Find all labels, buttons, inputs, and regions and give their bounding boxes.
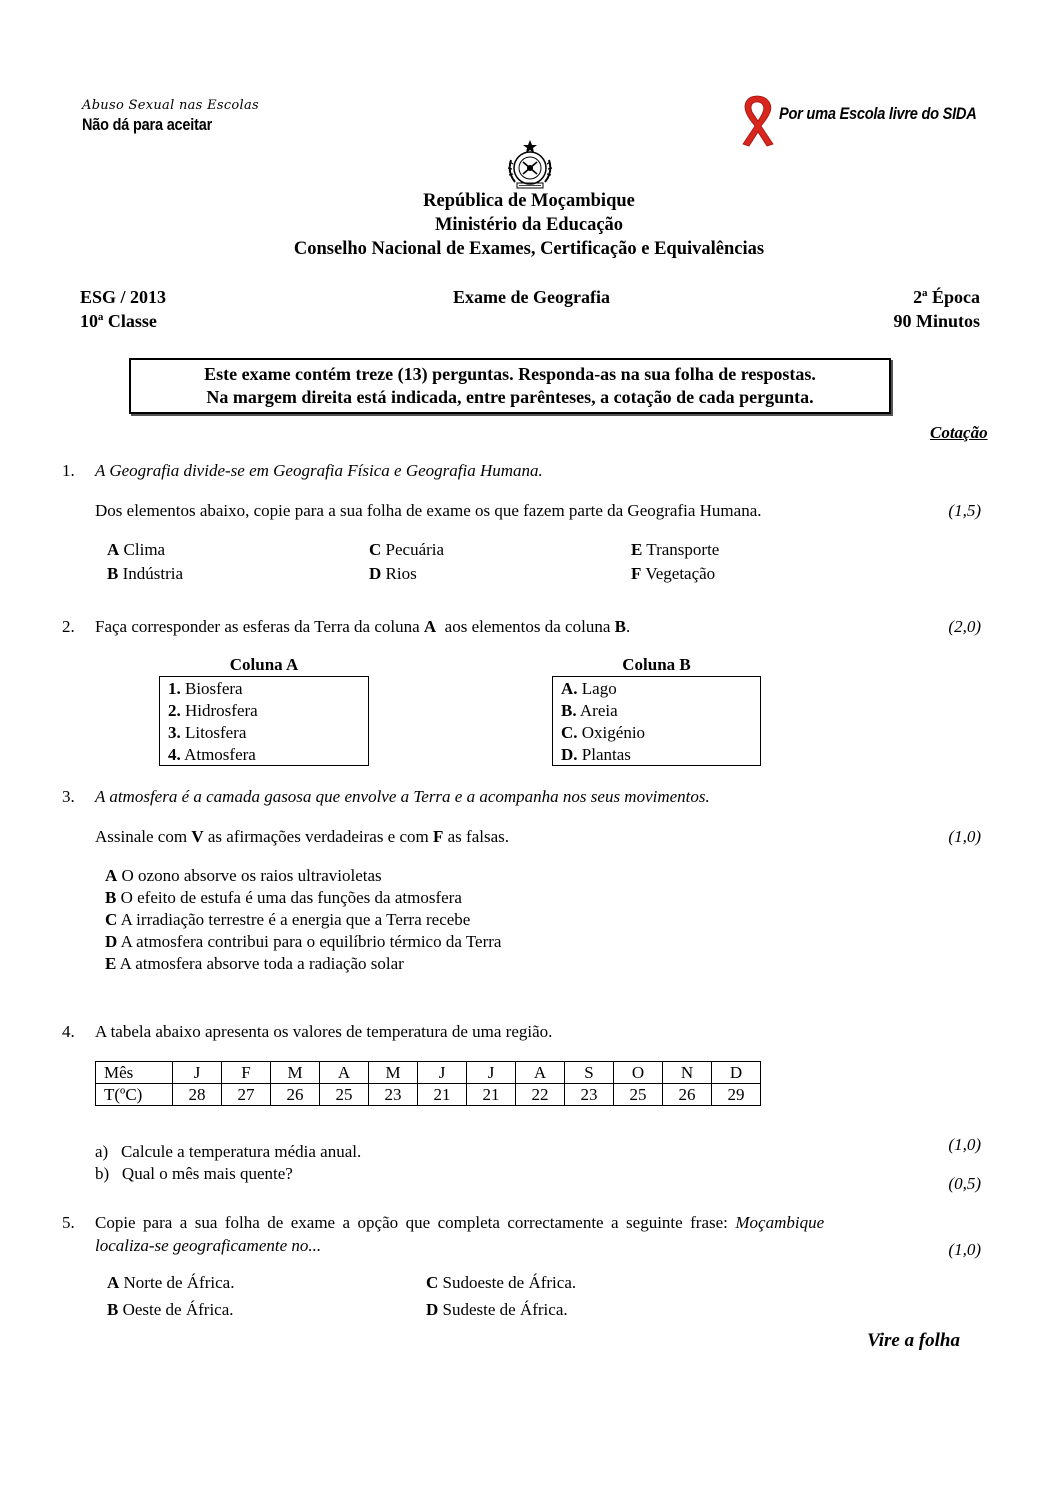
month-cell: A bbox=[516, 1062, 565, 1084]
column-b-title: Coluna B bbox=[622, 655, 691, 674]
row-label: T(ºC) bbox=[96, 1084, 173, 1106]
option-d: D Sudeste de África. bbox=[426, 1300, 568, 1319]
slogan-abuse-line1: Abuso Sexual nas Escolas bbox=[82, 98, 260, 113]
column-a-item: 1. Biosfera bbox=[168, 679, 243, 698]
temp-cell: 27 bbox=[222, 1084, 271, 1106]
question-number: 5. bbox=[62, 1213, 75, 1232]
statement-c: C A irradiação terrestre é a energia que a Terra recebe bbox=[105, 910, 471, 929]
statement-d: D A atmosfera contribui para o equilíbrio térmico da Terra bbox=[105, 932, 502, 951]
institution-ministry: Ministério da Educação bbox=[434, 215, 624, 235]
question-score: (1,5) bbox=[948, 501, 981, 520]
question-score: (1,0) bbox=[948, 827, 981, 846]
exam-season: 2ª Época bbox=[913, 287, 980, 307]
exam-grade: 10ª Classe bbox=[80, 311, 157, 331]
question-prompt: Faça corresponder as esferas da Terra da coluna A aos elementos da coluna B. bbox=[95, 617, 631, 636]
slogan-abuse-line2: Não dá para aceitar bbox=[82, 115, 213, 134]
temp-cell: 29 bbox=[712, 1084, 761, 1106]
turn-page-note: Vire a folha bbox=[867, 1330, 960, 1351]
table-row-months bbox=[96, 1062, 761, 1084]
option-d: D Rios bbox=[369, 564, 417, 583]
question-prompt: A tabela abaixo apresenta os valores de temperatura de uma região. bbox=[95, 1022, 553, 1041]
temp-cell: 21 bbox=[418, 1084, 467, 1106]
option-c: C Pecuária bbox=[369, 540, 445, 559]
question-number: 2. bbox=[62, 617, 75, 636]
month-cell: O bbox=[614, 1062, 663, 1084]
month-cell: J bbox=[418, 1062, 467, 1084]
temp-cell: 21 bbox=[467, 1084, 516, 1106]
temperature-table bbox=[95, 1061, 761, 1106]
option-c: C Sudoeste de África. bbox=[426, 1273, 577, 1292]
option-b: B Indústria bbox=[107, 564, 184, 583]
question-prompt: Dos elementos abaixo, copie para a sua folha de exame os que fazem parte da Geografia Humana. bbox=[95, 501, 762, 520]
question-intro: A Geografia divide-se em Geografia Física e Geografia Humana. bbox=[95, 461, 543, 480]
question-number: 4. bbox=[62, 1022, 75, 1041]
column-b-item: A. Lago bbox=[561, 679, 617, 698]
slogan-sida: Por uma Escola livre do SIDA bbox=[779, 104, 977, 123]
month-cell: A bbox=[320, 1062, 369, 1084]
cotacao-heading: Cotação bbox=[930, 423, 988, 442]
institution-council: Conselho Nacional de Exames, Certificação e Equivalências bbox=[293, 239, 765, 259]
month-cell: M bbox=[271, 1062, 320, 1084]
temp-cell: 26 bbox=[271, 1084, 320, 1106]
subquestion-b: b) Qual o mês mais quente? bbox=[95, 1164, 293, 1183]
month-cell: M bbox=[369, 1062, 418, 1084]
institution-country: República de Moçambique bbox=[423, 191, 635, 211]
column-a-item: 4. Atmosfera bbox=[168, 745, 256, 764]
month-cell: J bbox=[467, 1062, 516, 1084]
option-a: A Norte de África. bbox=[107, 1273, 235, 1292]
column-a-item: 2. Hidrosfera bbox=[168, 701, 258, 720]
instructions-line2: Na margem direita está indicada, entre parênteses, a cotação de cada pergunta. bbox=[206, 387, 814, 407]
temp-cell: 23 bbox=[565, 1084, 614, 1106]
table-row-temps bbox=[96, 1084, 761, 1106]
exam-title: Exame de Geografia bbox=[453, 287, 610, 307]
column-b-item: C. Oxigénio bbox=[561, 723, 646, 742]
temp-cell: 25 bbox=[320, 1084, 369, 1106]
column-a-item: 3. Litosfera bbox=[168, 723, 247, 742]
month-cell: J bbox=[173, 1062, 222, 1084]
question-number: 3. bbox=[62, 787, 75, 806]
question-prompt: Assinale com V as afirmações verdadeiras e com F as falsas. bbox=[95, 827, 510, 846]
temp-cell: 26 bbox=[663, 1084, 712, 1106]
option-b: B Oeste de África. bbox=[107, 1300, 234, 1319]
instructions-line1: Este exame contém treze (13) perguntas. Responda-as na sua folha de respostas. bbox=[204, 364, 816, 384]
question-score: (1,0) bbox=[948, 1240, 981, 1259]
question-score: (2,0) bbox=[948, 617, 981, 636]
temp-cell: 25 bbox=[614, 1084, 663, 1106]
statement-e: E A atmosfera absorve toda a radiação solar bbox=[105, 954, 404, 973]
coat-of-arms-icon bbox=[503, 138, 557, 194]
column-a-box bbox=[159, 676, 369, 766]
month-cell: D bbox=[712, 1062, 761, 1084]
option-a: A Clima bbox=[107, 540, 166, 559]
question-intro: A atmosfera é a camada gasosa que envolve a Terra e a acompanha nos seus movimentos. bbox=[95, 787, 710, 806]
month-cell: S bbox=[565, 1062, 614, 1084]
statement-b: B O efeito de estufa é uma das funções da atmosfera bbox=[105, 888, 462, 907]
subquestion-b-score: (0,5) bbox=[948, 1174, 981, 1193]
instructions-box bbox=[129, 358, 891, 414]
red-ribbon-icon bbox=[733, 92, 781, 148]
column-b-item: B. Areia bbox=[561, 701, 618, 720]
question-prompt-line2: localiza-se geograficamente no... bbox=[95, 1236, 322, 1255]
column-b-box bbox=[552, 676, 761, 766]
question-number: 1. bbox=[62, 461, 75, 480]
exam-duration: 90 Minutos bbox=[893, 311, 980, 331]
column-a-title: Coluna A bbox=[229, 655, 299, 674]
month-cell: N bbox=[663, 1062, 712, 1084]
subquestion-a: a) Calcule a temperatura média anual. bbox=[95, 1142, 362, 1161]
month-cell: F bbox=[222, 1062, 271, 1084]
temp-cell: 28 bbox=[173, 1084, 222, 1106]
subquestion-a-score: (1,0) bbox=[948, 1135, 981, 1154]
statement-a: A O ozono absorve os raios ultravioletas bbox=[105, 866, 382, 885]
temp-cell: 22 bbox=[516, 1084, 565, 1106]
exam-level: ESG / 2013 bbox=[80, 287, 167, 307]
row-label: Mês bbox=[96, 1062, 173, 1084]
column-b-item: D. Plantas bbox=[561, 745, 631, 764]
temp-cell: 23 bbox=[369, 1084, 418, 1106]
option-e: E Transporte bbox=[631, 540, 720, 559]
question-prompt-line1: Copie para a sua folha de exame a opção que completa correctamente a seguinte frase: Moçambique bbox=[95, 1213, 825, 1232]
option-f: F Vegetação bbox=[631, 564, 716, 583]
